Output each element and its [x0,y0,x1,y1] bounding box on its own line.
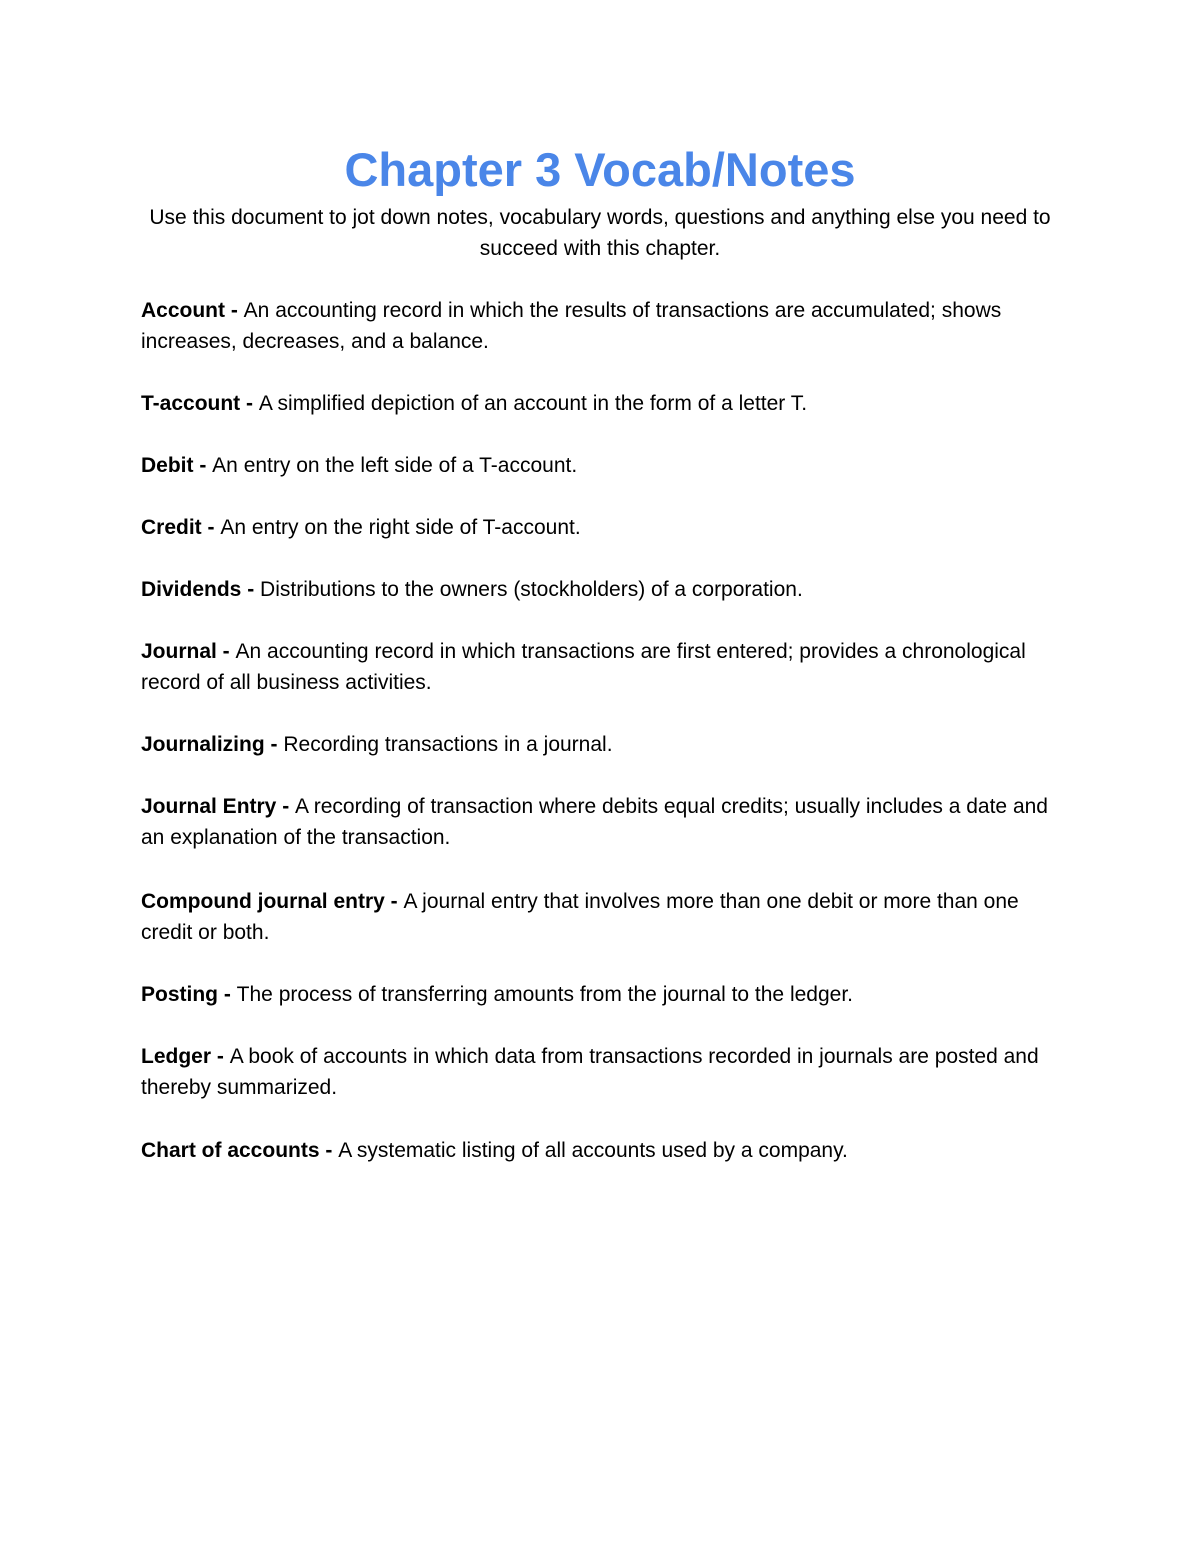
vocab-entry-debit [141,450,1061,481]
vocab-entry-ledger [141,1041,1061,1103]
vocab-entry-compound-journal-entry [141,886,1061,948]
vocab-term: Journal Entry - [141,795,296,818]
vocab-entry-t-account [141,388,1061,419]
page-title: Chapter 3 Vocab/Notes [344,143,856,196]
vocab-term: T-account - [141,392,259,415]
vocab-entry-journal [141,636,1061,698]
vocab-definition: Distributions to the owners (stockholders) of a corporation. [260,578,803,601]
vocab-definition: A book of accounts in which data from transactions recorded in journals are posted and thereby summarized. [141,1045,1039,1099]
vocab-term: Dividends - [141,578,261,601]
vocab-definition: An accounting record in which the results of transactions are accumulated; shows increases, decreases, and a balance. [141,299,1002,353]
vocab-definition: An entry on the right side of T-account. [220,516,581,539]
vocab-definition: An accounting record in which transactions are first entered; provides a chronological record of all business activities. [141,640,1026,694]
vocab-term: Posting - [141,983,237,1006]
vocab-entry-account [141,295,1061,357]
vocab-term: Journalizing - [141,733,284,756]
vocab-definition: A recording of transaction where debits equal credits; usually includes a date and an explanation of the transaction. [141,795,1048,849]
vocab-definition: An entry on the left side of a T-account. [212,454,578,477]
vocab-term: Debit - [141,454,213,477]
vocab-entry-chart-of-accounts [141,1135,1061,1166]
vocab-term: Credit - [141,516,221,539]
page-subtitle: Use this document to jot down notes, vocabulary words, questions and anything else you need to succeed with this chapter. [149,206,1051,260]
vocab-definition: A simplified depiction of an account in the form of a letter T. [258,392,808,415]
vocab-term: Ledger - [141,1045,230,1068]
vocab-definition: A systematic listing of all accounts used by a company. [338,1139,848,1162]
vocab-entry-credit [141,512,1061,543]
vocab-term: Journal - [141,640,236,663]
vocab-definition: The process of transferring amounts from the journal to the ledger. [236,983,853,1006]
vocab-term: Compound journal entry - [141,890,404,913]
vocab-entry-journal-entry [141,791,1061,853]
vocab-definition: Recording transactions in a journal. [283,733,613,756]
vocab-term: Account - [141,299,244,322]
vocab-definition: A journal entry that involves more than one debit or more than one credit or both. [141,890,1019,944]
vocab-entry-posting [141,979,1061,1010]
vocab-entry-dividends [141,574,1061,605]
vocab-entry-journalizing [141,729,1061,760]
vocab-term: Chart of accounts - [141,1139,339,1162]
